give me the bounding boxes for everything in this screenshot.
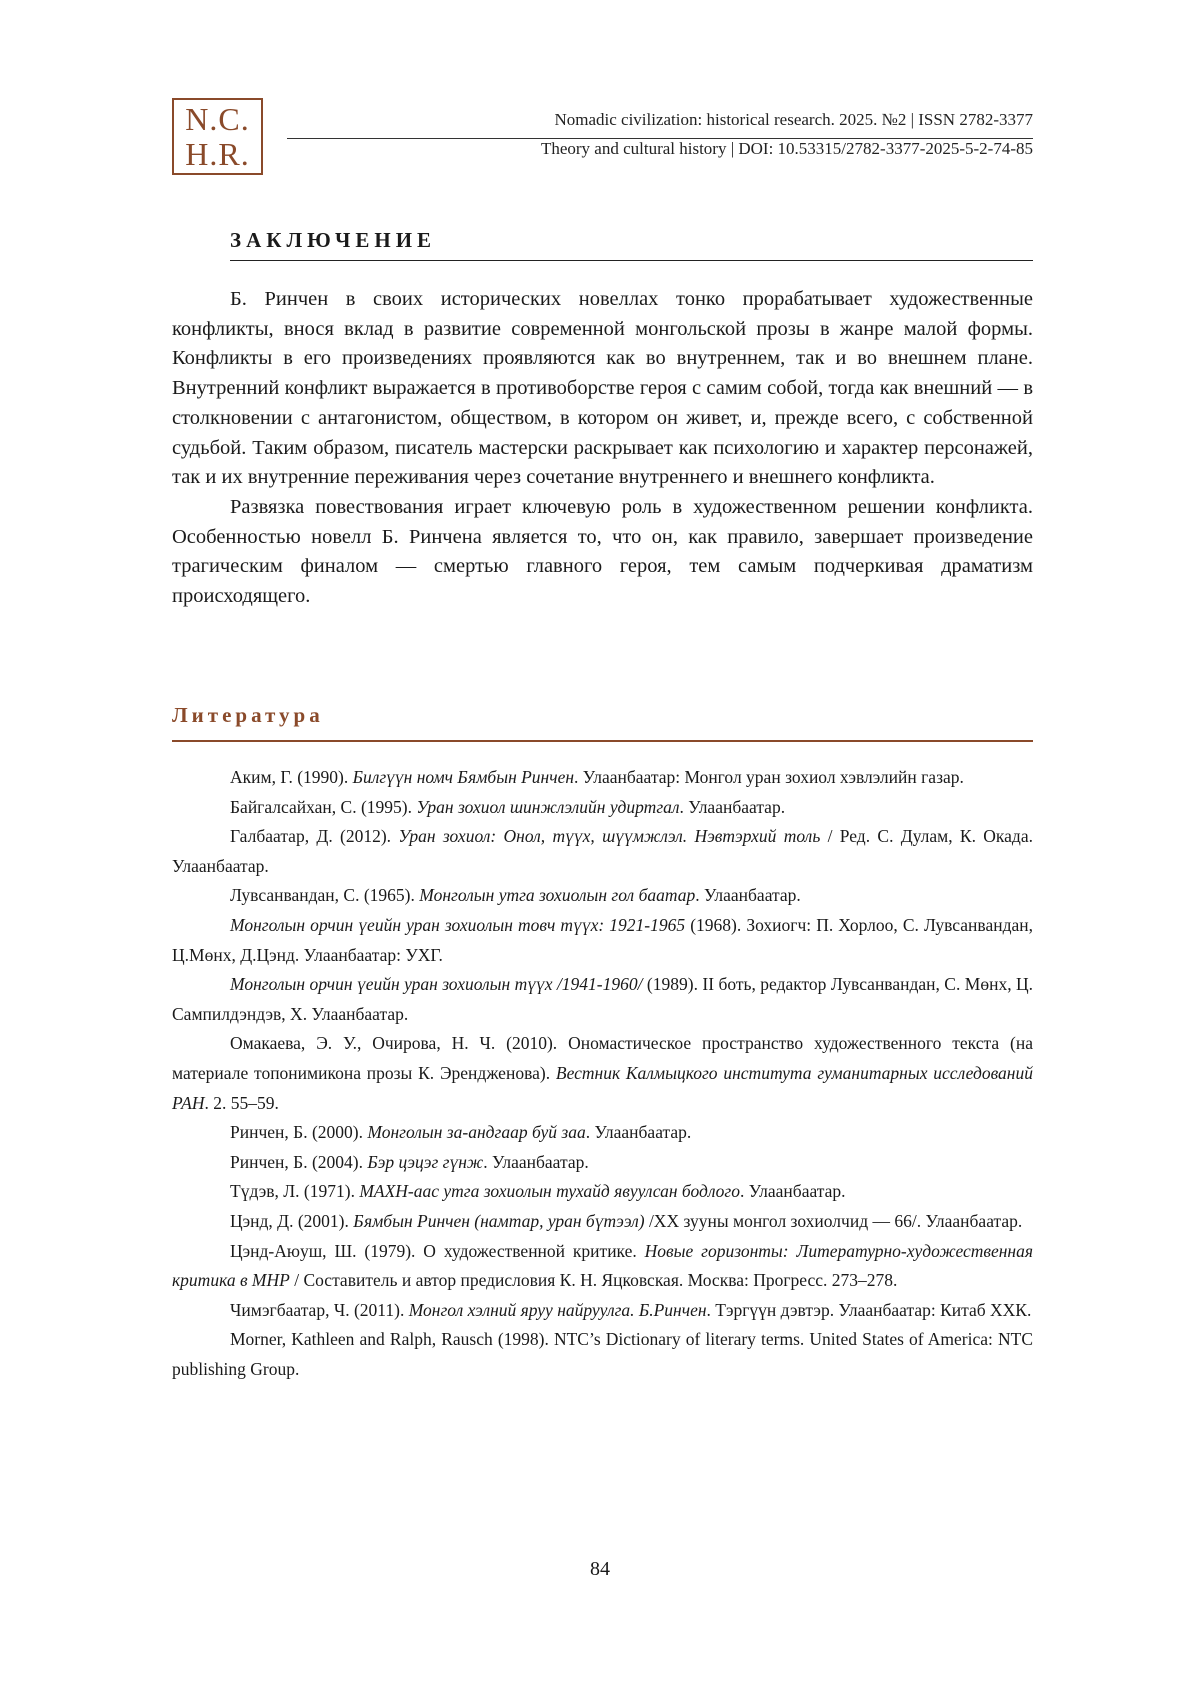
conclusion-paragraph: Б. Ринчен в своих исторических новеллах тонко прорабатывает художественные конфликты, внося вклад в развитие современной монгольской прозы в жанре малой формы. Конфликты в его произведениях проявляются как во внутреннем, так и во внешнем плане. Внутренний конфликт выражается в противоборстве героя с самим собой, тогда как внешний — в столкновении с антагонистом, обществом, в котором он живет, и, прежде всего, с собственной судьбой. Таким образом, писатель мастерски раскрывает как психологию и характер персонажей, так и их внутренние переживания через сочетание внутреннего и внешнего конфликта. (172, 288, 1033, 489)
reference-text: Цэнд, Д. (2001). (230, 1210, 354, 1231)
references-list (172, 763, 1033, 1384)
reference-text: Галбаатар, Д. (2012). (230, 826, 399, 847)
reference-title: Монголын утга зохиолын гол баатар (419, 885, 696, 906)
reference-text: Омакаева, Э. У., Очирова, Н. Ч. (2010). Ономастическое пространство художественного текста (на материале топонимикона прозы К. Эрендженова). (172, 1033, 1033, 1083)
reference-item (172, 763, 1033, 793)
reference-item (172, 911, 1033, 970)
reference-text: . Улаанбаатар. (679, 796, 786, 817)
reference-text: Лувсанвандан, С. (1965). (230, 885, 420, 906)
conclusion-paragraph: Развязка повествования играет ключевую роль в художественном решении конфликта. Особенностью новелл Б. Ринчена является то, что он, как правило, завершает произведение трагическим финалом — смертью главного героя, тем самым подчеркивая драматизм происходящего. (172, 495, 1033, 608)
reference-item (172, 1237, 1033, 1296)
reference-text: Түдэв, Л. (1971). (230, 1181, 360, 1202)
conclusion-heading: ЗАКЛЮЧЕНИЕ (230, 228, 437, 252)
reference-text: Чимэгбаатар, Ч. (2011). (230, 1299, 409, 1320)
reference-item (172, 1296, 1033, 1326)
page-number: 84 (590, 1558, 610, 1580)
reference-title: Уран зохиол шинжлэлийн удиртгал (416, 796, 680, 817)
reference-text: . Улаанбаатар. (585, 1122, 692, 1143)
reference-title: Монголын орчин үеийн уран зохиолын товч түүх: 1921-1965 (230, 914, 686, 935)
section-doi: Theory and cultural history | DOI: 10.53315/2782-3377-2025-5-2-74-85 (540, 139, 1033, 158)
reference-title: Бэр цэцэг гүнж (367, 1151, 484, 1172)
reference-text: (1989). II боть, редактор Лувсанвандан, С. Мөнх, Ц. Сампилдэндэв, Х. Улаанбаатар. (172, 974, 1034, 1024)
reference-title: Новые горизонты: Литературно-художественная критика в МНР (172, 1240, 1033, 1291)
reference-text: Аким, Г. (1990). (230, 767, 353, 787)
reference-item (172, 793, 1033, 823)
reference-item (172, 970, 1033, 1029)
reference-text: / Ред. С. Дулам, К. Окада. Улаанбаатар. (172, 826, 1033, 876)
reference-item (172, 1029, 1033, 1118)
journal-info: Nomadic civilization: historical research. 2025. №2 | ISSN 2782-3377 (554, 110, 1033, 129)
reference-text: . Улаанбаатар: Монгол уран зохиол хэвлэлийн газар. (574, 767, 964, 787)
reference-title: Уран зохиол: Онол, түүх, шүүмжлэл. Нэвтэрхий толь (398, 826, 821, 847)
reference-text: Ринчен, Б. (2004). (230, 1151, 368, 1172)
reference-title: Монголын за-андгаар буй заа (367, 1122, 586, 1143)
reference-title: Вестник Калмыцкого института гуманитарных исследований РАН (172, 1062, 1033, 1113)
journal-logo (172, 98, 263, 175)
logo-line-2: H.R. (185, 136, 250, 172)
reference-text: . 2. 55–59. (204, 1092, 279, 1113)
logo-line-1: N.C. (185, 101, 250, 137)
reference-text: / Составитель и автор предисловия К. Н. Яцковская. Москва: Прогресс. 273–278. (289, 1270, 898, 1291)
reference-item (172, 1148, 1033, 1178)
conclusion-divider (230, 260, 1033, 261)
reference-text: . Улаанбаатар. (483, 1151, 589, 1172)
reference-text: . Улаанбаатар. (740, 1181, 846, 1202)
reference-text: . Улаанбаатар. (695, 885, 801, 906)
reference-text: (1968). Зохиогч: П. Хорлоо, С. Лувсанвандан, Ц.Мөнх, Д.Цэнд. Улаанбаатар: УХГ. (172, 914, 1033, 965)
reference-item (172, 1325, 1033, 1384)
reference-item (172, 822, 1033, 881)
reference-title: Монгол хэлний яруу найруулга. Б.Ринчен (408, 1299, 707, 1320)
reference-text: Ринчен, Б. (2000). (230, 1122, 368, 1143)
reference-title: Билгүүн номч Бямбын Ринчен (352, 767, 575, 787)
references-heading: Литература (172, 703, 324, 727)
reference-item (172, 881, 1033, 911)
reference-text: . Тэргүүн дэвтэр. Улаанбаатар: Китаб ХХК. (706, 1299, 1032, 1320)
reference-title: Монголын орчин үеийн уран зохиолын түүх /1941-1960/ (230, 974, 643, 995)
conclusion-body (172, 285, 1033, 612)
references-divider (172, 740, 1033, 742)
reference-text: Цэнд-Аюуш, Ш. (1979). О художественной критике. (230, 1240, 645, 1261)
reference-text: Байгалсайхан, С. (1995). (230, 796, 417, 817)
reference-item (172, 1177, 1033, 1207)
reference-item (172, 1118, 1033, 1148)
reference-item (172, 1207, 1033, 1237)
reference-title: МАХН-аас утга зохиолын тухайд явуулсан бодлого (359, 1181, 740, 1202)
reference-text: Morner, Kathleen and Ralph, Rausch (1998). NTC’s Dictionary of literary terms. United States of America: NTC publishing Group. (172, 1329, 1033, 1379)
reference-title: Бямбын Ринчен (намтар, уран бүтээл) (353, 1210, 645, 1231)
reference-text: /XX зууны монгол зохиолчид — 66/. Улаанбаатар. (644, 1210, 1023, 1231)
